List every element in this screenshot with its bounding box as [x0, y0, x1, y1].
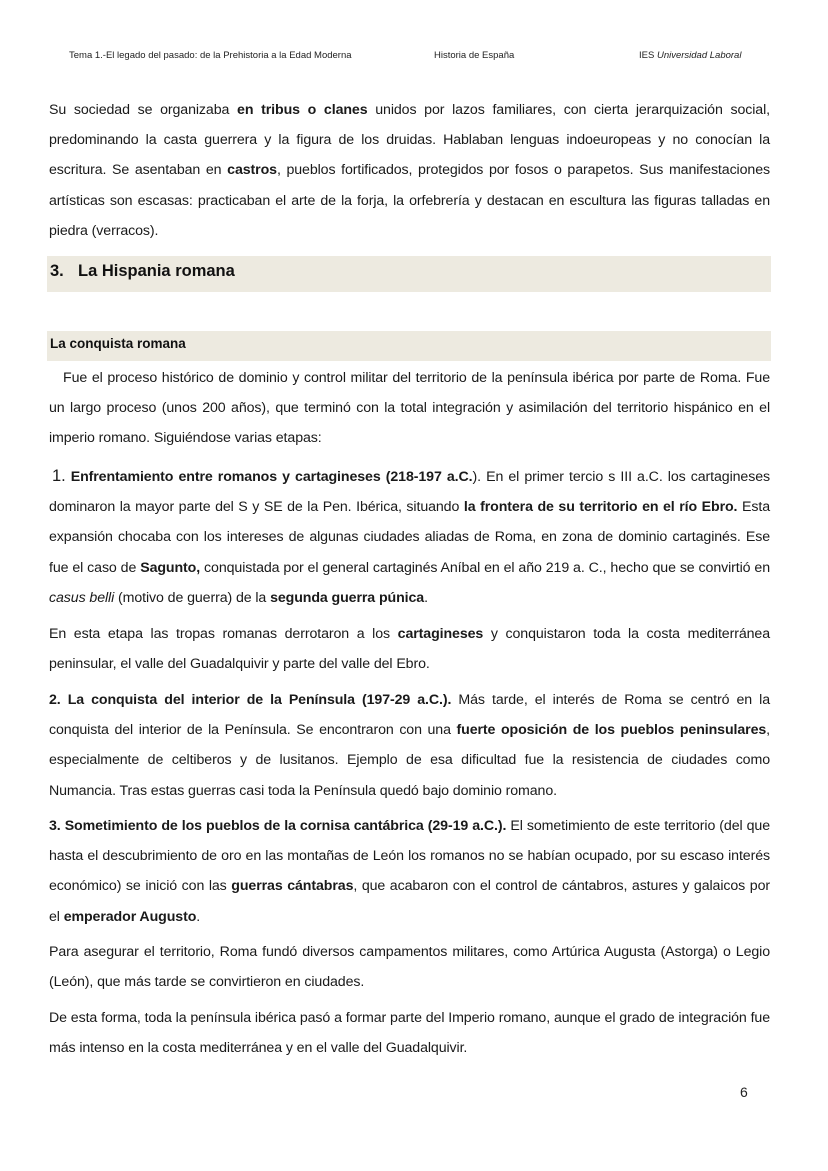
bold-text: fuerte oposición de los pueblos peninsulares: [456, 722, 767, 739]
stage-title: 3. Sometimiento de los pueblos de la cornisa cantábrica (29-19 a.C.).: [49, 818, 507, 834]
page-header: [0, 50, 828, 64]
text: (motivo de guerra) de la: [114, 589, 271, 606]
bold-text: castros: [227, 162, 277, 179]
text: En esta etapa las tropas romanas derrotaron a los: [49, 626, 398, 642]
stage-2-paragraph: [49, 685, 770, 806]
text: conquistada por el general cartaginés Aníbal en el año 219 a. C., hecho que se convirtió en: [200, 559, 771, 576]
text: unidos por lazos familiares, con cierta jerarquización social, predominando la casta guerrera y la figura de los druidas. Hablaban lenguas indoeuropeas y no conocían la escritura. Se asentaban en: [49, 102, 770, 179]
text: Su sociedad se organizaba: [49, 102, 238, 118]
text: .: [196, 908, 201, 925]
bold-text: cartagineses: [397, 626, 484, 642]
bold-text: emperador Augusto: [63, 908, 197, 925]
section-title: La Hispania romana: [78, 262, 235, 280]
header-school-name: Universidad Laboral: [656, 50, 742, 61]
text: y conquistaron toda la costa mediterránea peninsular, el valle del Guadalquivir y parte del valle del Ebro.: [49, 626, 770, 673]
stage-1-result-paragraph: [49, 619, 770, 679]
text: Más tarde, el interés de Roma se centró en la conquista del interior de la Península. Se encontraron con una: [49, 692, 770, 739]
header-subject: Historia de España: [434, 50, 515, 61]
text: ). En el primer tercio s III a.C. los cartagineses dominaron la mayor parte del S y SE de la Pen. Ibérica, situando: [49, 469, 770, 516]
header-school: [639, 50, 741, 61]
bold-text: guerras cántabras: [231, 878, 354, 895]
definition-paragraph: [49, 363, 770, 454]
subsection-title: La conquista romana: [50, 336, 186, 351]
text: Esta expansión chocaba con los intereses de algunas ciudades aliadas de Roma, en zona de dominio cartaginés. Ese fue el caso de: [49, 499, 770, 576]
text: , especialmente de celtiberos y de lusitanos. Ejemplo de esa dificultad fue la resistencia de ciudades como Numancia. Tras estas guerras casi toda la Península quedó bajo dominio romano.: [49, 722, 771, 799]
stage-title: 2. La conquista del interior de la Península (197-29 a.C.).: [49, 692, 452, 708]
bold-text: la frontera de su territorio en el río Ebro.: [463, 499, 738, 516]
text: .: [424, 589, 428, 606]
header-topic: Tema 1.-El legado del pasado: de la Prehistoria a la Edad Moderna: [69, 50, 352, 61]
bold-text: Sagunto,: [140, 559, 201, 576]
section-heading: [47, 256, 771, 292]
text: , que acabaron con el control de cántabros, astures y galaicos por el: [49, 878, 770, 925]
page-number: 6: [740, 1084, 748, 1100]
italic-text: casus belli: [49, 589, 115, 606]
section-number: 3.: [50, 262, 64, 280]
subsection-heading: [47, 331, 771, 361]
header-school-prefix: IES: [639, 50, 657, 61]
text: , pueblos fortificados, protegidos por fosos o parapetos. Sus manifestaciones artísticas son escasas: practicaban el arte de la forja, la orfebrería y destacan en escultura las figuras talladas en piedra (verracos).: [49, 162, 770, 239]
stage-1-paragraph: [49, 461, 770, 613]
final-paragraph: De esta forma, toda la península ibérica pasó a formar parte del Imperio romano, aunque el grado de integración fue más intenso en la costa mediterránea y en el valle del Guadalquivir.: [49, 1010, 770, 1057]
text: Fue el proceso histórico de dominio y control militar del territorio de la península ibérica por parte de Roma. Fue un largo proceso (unos 200 años), que terminó con la total integración y asimilación del territorio hispánico en el imperio romano. Siguiéndose varias etapas:: [49, 370, 770, 447]
intro-paragraph: [49, 95, 770, 246]
stage-title: Enfrentamiento entre romanos y cartagineses (218-197 a.C.: [70, 469, 473, 485]
text: El sometimiento de este territorio (del que hasta el descubrimiento de oro en las montañas de León los romanos no se habían ocupado, por su escaso interés económico) se inició con las: [49, 818, 771, 895]
camps-paragraph: Para asegurar el territorio, Roma fundó diversos campamentos militares, como Artúrica Augusta (Astorga) o Legio (León), que más tarde se convirtieron en ciudades.: [49, 944, 770, 991]
stage-3-paragraph: [49, 811, 770, 932]
bold-text: segunda guerra púnica: [270, 589, 425, 606]
stage-number: 1.: [52, 467, 66, 485]
bold-text: en tribus o clanes: [237, 102, 368, 118]
